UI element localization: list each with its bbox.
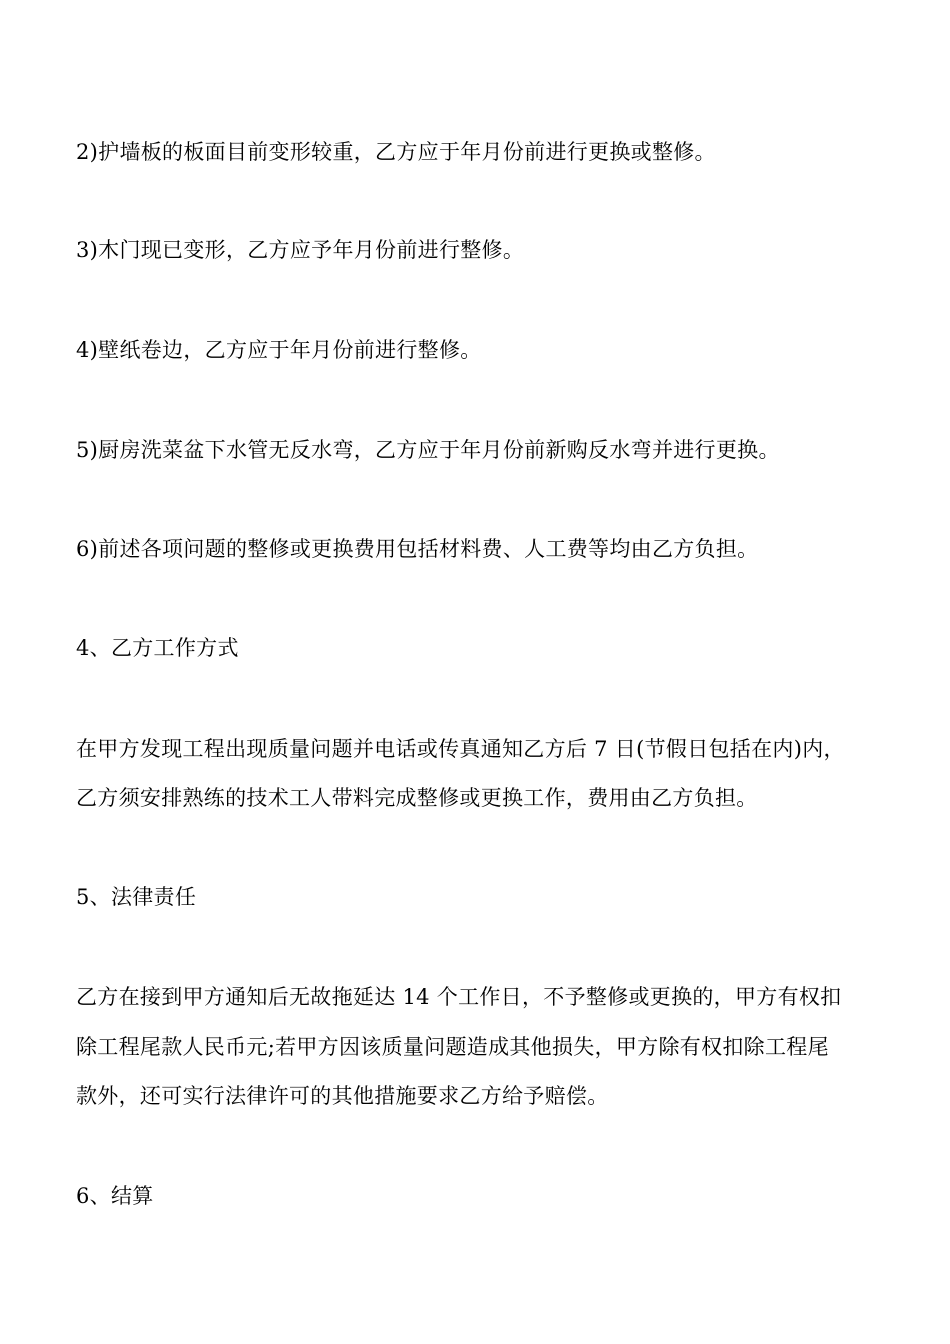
- section-4-paragraph-line-2: 乙方须安排熟练的技术工人带料完成整修或更换工作，费用由乙方负担。: [76, 786, 758, 810]
- item-4-text: 4)壁纸卷边，乙方应于年月份前进行整修。: [76, 338, 482, 362]
- item-6-text: 6)前述各项问题的整修或更换费用包括材料费、人工费等均由乙方负担。: [76, 537, 759, 561]
- item-5-text: 5)厨房洗菜盆下水管无反水弯，乙方应于年月份前新购反水弯并进行更换。: [76, 438, 780, 462]
- section-5-paragraph-line-3: 款外，还可实行法律许可的其他措施要求乙方给予赔偿。: [76, 1084, 609, 1108]
- section-6-heading: 6、结算: [76, 1184, 154, 1208]
- section-5-heading: 5、法律责任: [76, 885, 197, 909]
- item-3-text: 3)木门现已变形，乙方应予年月份前进行整修。: [76, 238, 525, 262]
- section-4-heading: 4、乙方工作方式: [76, 636, 239, 660]
- section-5-paragraph-line-2: 除工程尾款人民币元;若甲方因该质量问题造成其他损失，甲方除有权扣除工程尾: [76, 1035, 829, 1059]
- item-2-text: 2)护墙板的板面目前变形较重，乙方应于年月份前进行更换或整修。: [76, 140, 716, 164]
- section-4-paragraph-line-1: 在甲方发现工程出现质量问题并电话或传真通知乙方后 7 日(节假日包括在内)内，: [76, 737, 845, 761]
- section-5-paragraph-line-1: 乙方在接到甲方通知后无故拖延达 14 个工作日，不予整修或更换的，甲方有权扣: [76, 985, 842, 1009]
